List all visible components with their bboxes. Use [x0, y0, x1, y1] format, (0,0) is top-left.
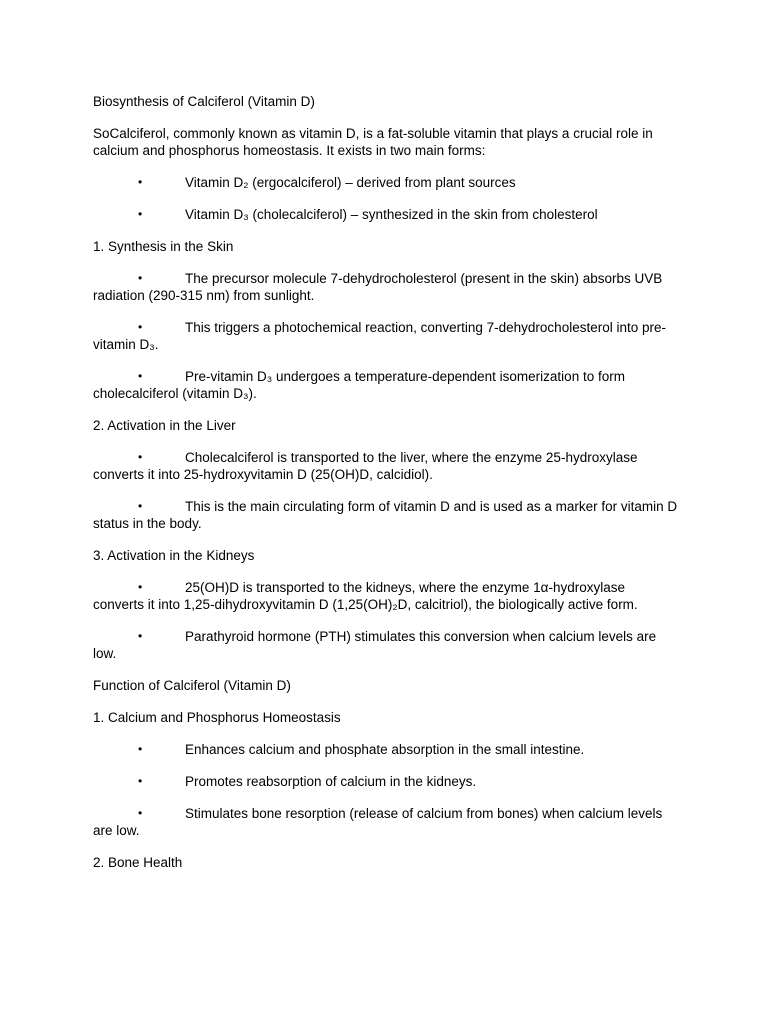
list-item-text: Enhances calcium and phosphate absorption in the small intestine.: [185, 742, 585, 757]
list-item-text: The precursor molecule 7-dehydrocholesterol (present in the skin) absorbs UVB radiation (290-315 nm) from sunlight.: [93, 271, 663, 303]
list-item-text: Pre-vitamin D₃ undergoes a temperature-dependent isomerization to form cholecalciferol (vitamin D₃).: [93, 369, 625, 401]
bullet-icon: •: [138, 271, 143, 285]
list-item: [93, 498, 678, 532]
list-item-text: Cholecalciferol is transported to the liver, where the enzyme 25-hydroxylase converts it into 25-hydroxyvitamin D (25(OH)D, calcidiol).: [93, 450, 638, 482]
list-item-text: This triggers a photochemical reaction, converting 7-dehydrocholesterol into pre-vitamin D₃.: [93, 320, 666, 352]
bullet-icon: •: [138, 774, 143, 788]
bullet-icon: •: [138, 499, 143, 513]
section-heading: 1. Synthesis in the Skin: [93, 239, 234, 254]
list-item: [93, 368, 678, 402]
list-item-text: Vitamin D₂ (ergocalciferol) – derived from plant sources: [185, 175, 516, 190]
list-item: [93, 449, 678, 483]
bullet-icon: •: [138, 450, 143, 464]
document-content: [93, 93, 678, 886]
list-item: [93, 628, 678, 662]
list-item: [93, 805, 678, 839]
bullet-icon: •: [138, 629, 143, 643]
list-item: [93, 579, 678, 613]
bullet-icon: •: [138, 175, 143, 189]
list-item-text: Stimulates bone resorption (release of calcium from bones) when calcium levels are low.: [93, 806, 663, 838]
bullet-icon: •: [138, 320, 143, 334]
list-item: [93, 773, 678, 790]
section-heading: 2. Activation in the Liver: [93, 418, 236, 433]
function-title: Function of Calciferol (Vitamin D): [93, 678, 291, 693]
list-item: [93, 206, 678, 223]
list-item-text: 25(OH)D is transported to the kidneys, where the enzyme 1α-hydroxylase converts it into 1,25-dihydroxyvitamin D (1,25(OH)₂D, calcitriol), the biologically active form.: [93, 580, 638, 612]
section-heading: 3. Activation in the Kidneys: [93, 548, 255, 563]
bullet-icon: •: [138, 369, 143, 383]
section-heading: 1. Calcium and Phosphorus Homeostasis: [93, 710, 341, 725]
list-item-text: Parathyroid hormone (PTH) stimulates this conversion when calcium levels are low.: [93, 629, 657, 661]
list-item-text: Vitamin D₃ (cholecalciferol) – synthesized in the skin from cholesterol: [185, 207, 598, 222]
list-item-text: This is the main circulating form of vitamin D and is used as a marker for vitamin D status in the body.: [93, 499, 678, 531]
list-item: [93, 174, 678, 191]
list-item-text: Promotes reabsorption of calcium in the kidneys.: [185, 774, 477, 789]
intro-paragraph: SoCalciferol, commonly known as vitamin D, is a fat-soluble vitamin that plays a crucial role in calcium and phosphorus homeostasis. It exists in two main forms:: [93, 126, 653, 158]
section-heading: 2. Bone Health: [93, 855, 183, 870]
list-item: [93, 270, 678, 304]
bullet-icon: •: [138, 207, 143, 221]
list-item: [93, 741, 678, 758]
bullet-icon: •: [138, 742, 143, 756]
list-item: [93, 319, 678, 353]
bullet-icon: •: [138, 580, 143, 594]
document-title: Biosynthesis of Calciferol (Vitamin D): [93, 94, 315, 109]
bullet-icon: •: [138, 806, 143, 820]
